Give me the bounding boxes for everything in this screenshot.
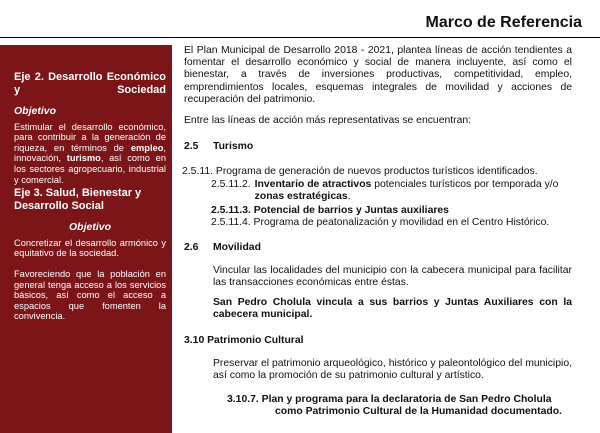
keyword-empleo: empleo [130,142,164,153]
objective-text-2: Concretizar el desarrollo armónico y equitativo de la sociedad. [14,237,166,259]
title-rule [0,37,600,38]
subitem-end-1: . [347,190,351,202]
item-3-10-7-line1: 3.10.7. Plan y programa para la declaratoria de San Pedro Cholula [227,394,552,406]
objective-text-1c: , innovación, [14,142,166,164]
subitem-rest-1: potenciales turísticos por temporada y/o [371,178,559,190]
keyword-turismo: turismo [66,153,101,164]
movilidad-paragraph: Vincular las localidades del municipio con la cabecera municipal para facilitar las transacciones económicas entre éstas. [213,264,572,288]
subitem-2-5-11-4: 2.5.11.4. Programa de peatonalización y movilidad en el Centro Histórico. [211,217,550,229]
subitem-2-5-11-3: 2.5.11.3. Potencial de barrios y Juntas auxiliares [211,205,449,217]
section-2-6-title [184,242,572,254]
movilidad-highlight: San Pedro Cholula vincula a sus barrios y Juntas Auxiliares con la cabecera municipal. [213,297,572,321]
section-2-5-number: 2.5 [184,141,199,153]
objective-heading-2: Objetivo [68,221,111,234]
subitem-2-5-11-2-text [255,179,572,203]
item-3-10-7-line2: como Patrimonio Cultural de la Humanidad documentado. [275,406,562,418]
item-2-5-11: 2.5.11. Programa de generación de nuevos productos turísticos identificados. [182,166,538,178]
subitem-bold-1: Inventario de atractivos [254,178,372,190]
subitem-bold-2: zonas estratégicas [254,190,348,202]
section-2-5-label: Turismo [213,141,254,153]
main-content [184,45,572,418]
section-2-6-number: 2.6 [184,242,199,254]
objective-text-1e: , así como en los sectores agropecuario, industrial y comercial. [14,153,166,185]
objective-text-3: Favoreciendo que la población en general tenga acceso a los servicios básicos, así como el acceso a espacios que fomenten la convivencia. [14,268,166,322]
section-2-5-title [184,141,572,153]
page-title: Marco de Referencia [425,14,582,31]
axis-2-heading: Eje 2. Desarrollo Económico y Sociedad [14,71,166,96]
item-3-10-7 [227,394,572,418]
patrimonio-paragraph: Preservar el patrimonio arqueológico, histórico y paleontológico del municipio, así como la promoción de su patrimonio cultural y artístico. [213,357,572,381]
axis-3-heading: Eje 3. Salud, Bienestar y Desarrollo Social [14,187,142,213]
objective-text-1 [14,122,166,186]
section-3-10-title: 3.10 Patrimonio Cultural [184,335,304,347]
section-2-6-label: Movilidad [213,242,261,254]
objective-heading-1: Objetivo [14,105,57,117]
subitem-2-5-11-2 [211,179,572,203]
subitem-2-5-11-2-number: 2.5.11.2. [211,178,251,190]
sidebar-panel [0,45,172,433]
lead-paragraph: Entre las líneas de acción más representativas se encuentran: [184,115,472,127]
intro-paragraph: El Plan Municipal de Desarrollo 2018 - 2021, plantea líneas de acción tendientes a fomentar el desarrollo económico y social de manera incluyente, así como el bienestar, a través de inversiones productivas, competitividad, empleo, emprendimientos locales, esquemas integrales de movilidad y acciones de recuperación del patrimonio. [184,45,572,105]
objective-text-1a: Estimular el desarrollo económico, para contribuir a la generación de riqueza, en términos de [14,121,166,153]
